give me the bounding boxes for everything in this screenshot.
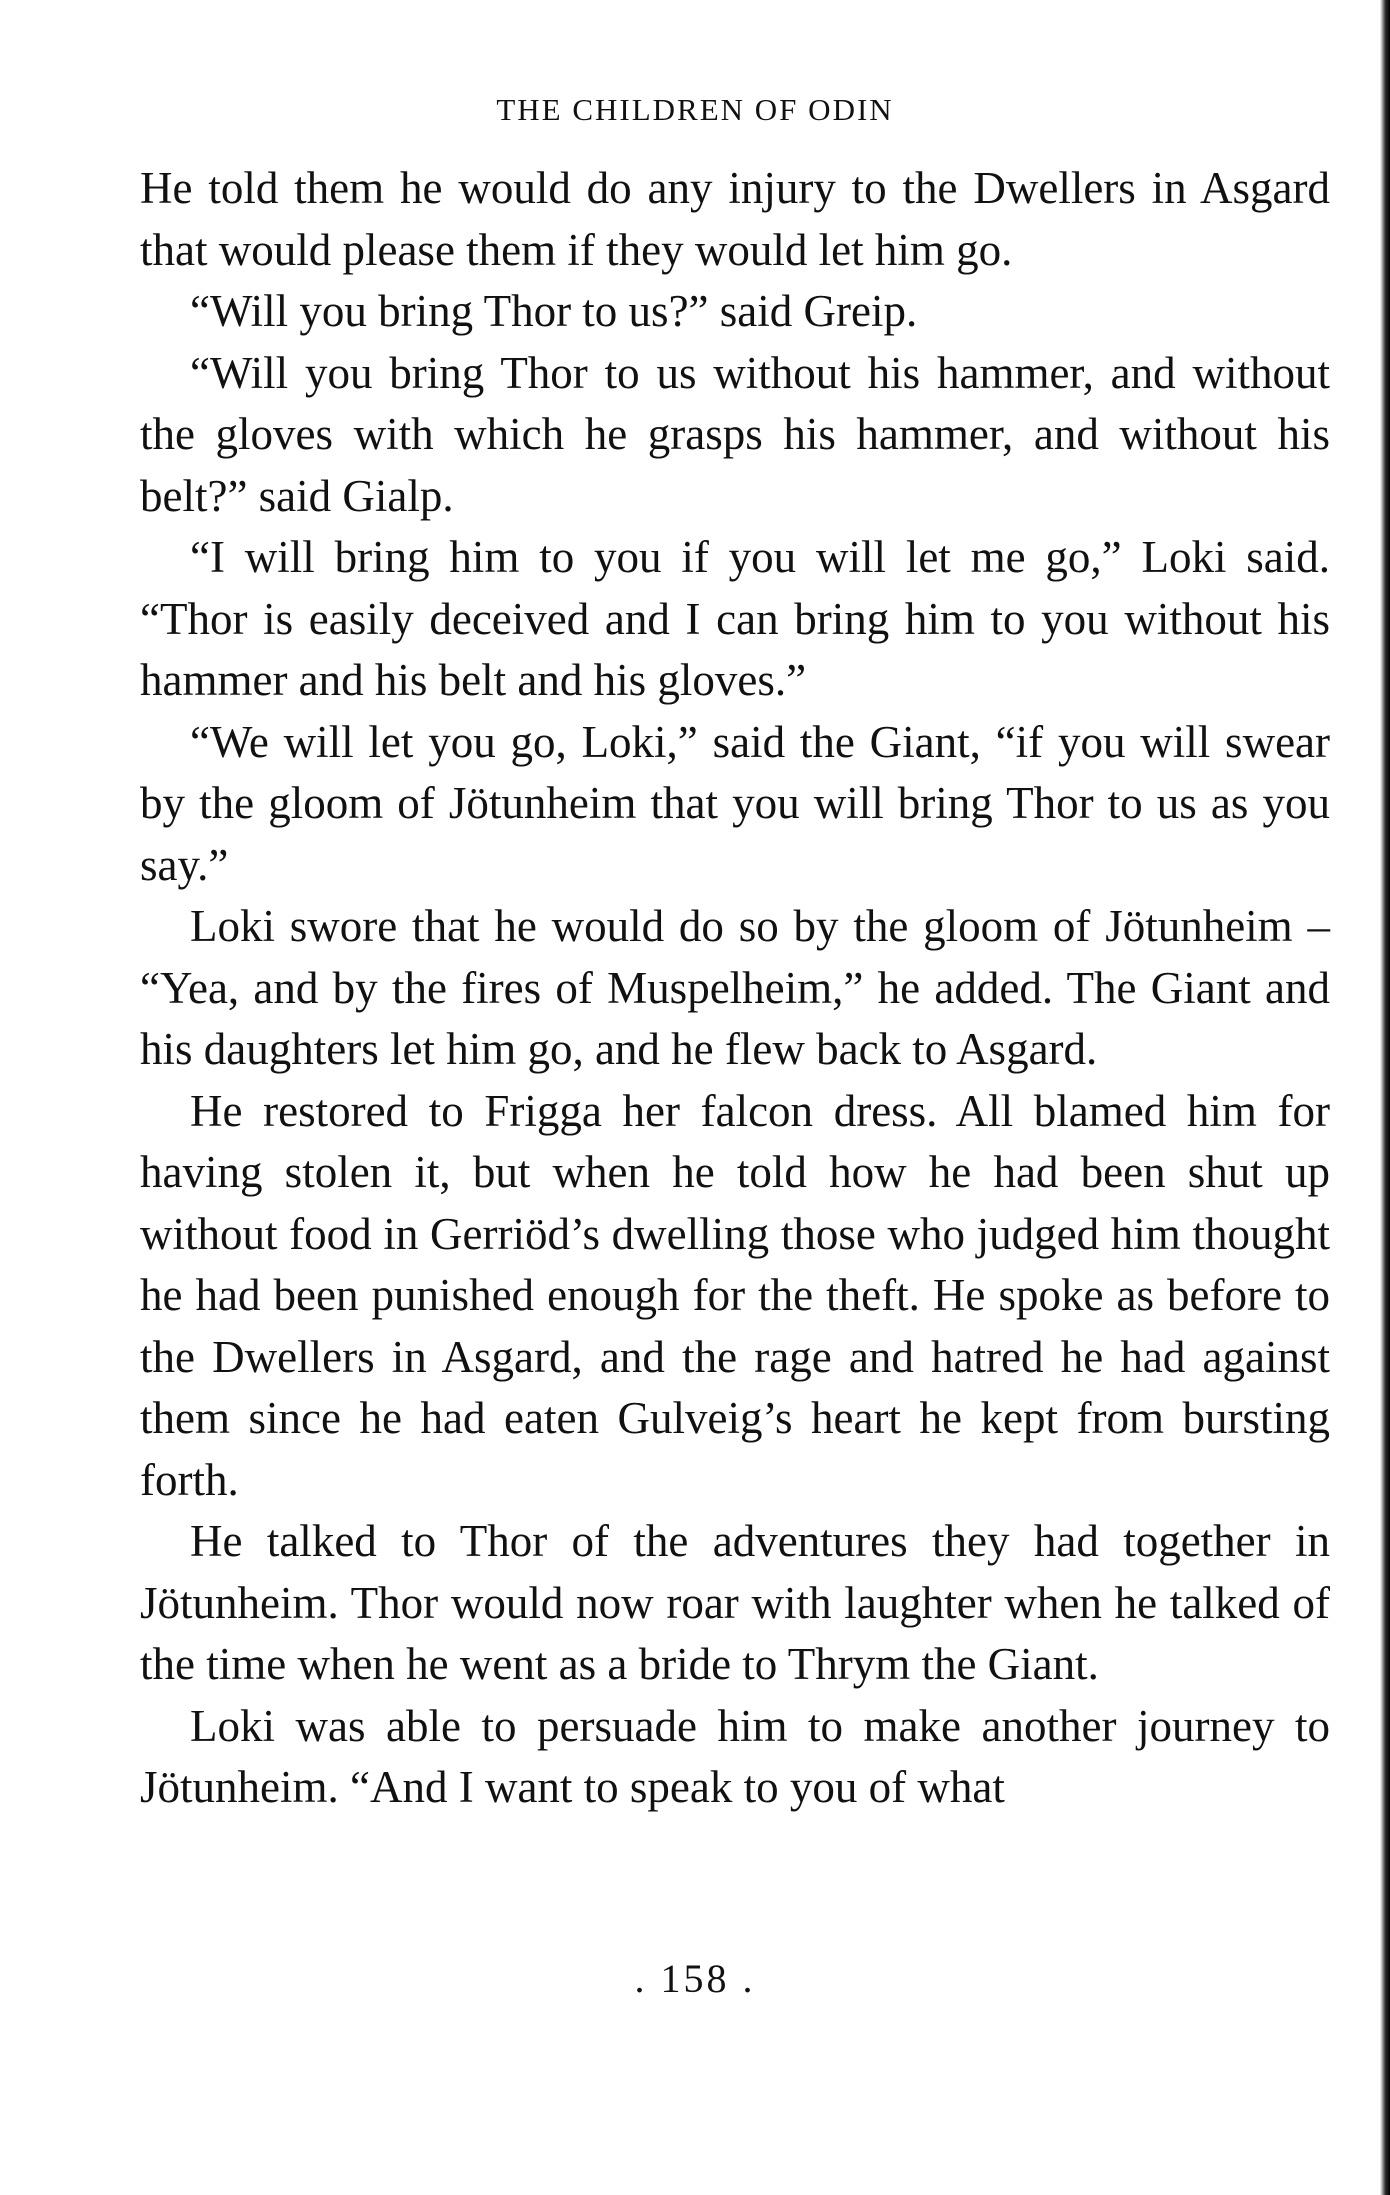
paragraph: He talked to Thor of the adventures they had together in Jötunheim. Thor would now roar with laughter when he talked of the time when he went as a bride to Thrym the Giant.: [140, 1516, 1330, 1689]
paragraph: He told them he would do any injury to the Dwellers in Asgard that would please them if they would let him go.: [140, 163, 1330, 275]
paragraph: “We will let you go, Loki,” said the Giant, “if you will swear by the gloom of Jötunheim that you will bring Thor to us as you say.”: [140, 716, 1330, 890]
running-head: THE CHILDREN OF ODIN: [496, 92, 894, 127]
page-number: . 158 .: [634, 1956, 756, 2001]
body-text: [140, 158, 1330, 1819]
paragraph: “Will you bring Thor to us?” said Greip.: [190, 286, 918, 336]
paragraph: Loki was able to persuade him to make another journey to Jötunheim. “And I want to speak to you of what: [140, 1700, 1330, 1812]
paragraph: Loki swore that he would do so by the gloom of Jötunheim – “Yea, and by the fires of Muspelheim,” he added. The Giant and his daughters let him go, and he flew back to Asgard.: [140, 901, 1330, 1074]
page-edge-shadow: [1380, 0, 1390, 2195]
paragraph: “I will bring him to you if you will let me go,” Loki said. “Thor is easily deceived and I can bring him to you without his hammer and his belt and his gloves.”: [140, 532, 1330, 705]
paragraph: He restored to Frigga her falcon dress. All blamed him for having stolen it, but when he told how he had been shut up without food in Gerriöd’s dwelling those who judged him thought he had been punished enough for the theft. He spoke as before to the Dwellers in Asgard, and the rage and hatred he had against them since he had eaten Gulveig’s heart he kept from bursting forth.: [140, 1085, 1330, 1505]
paragraph: “Will you bring Thor to us without his hammer, and without the gloves with which he grasps his hammer, and without his belt?” said Gialp.: [140, 347, 1330, 521]
